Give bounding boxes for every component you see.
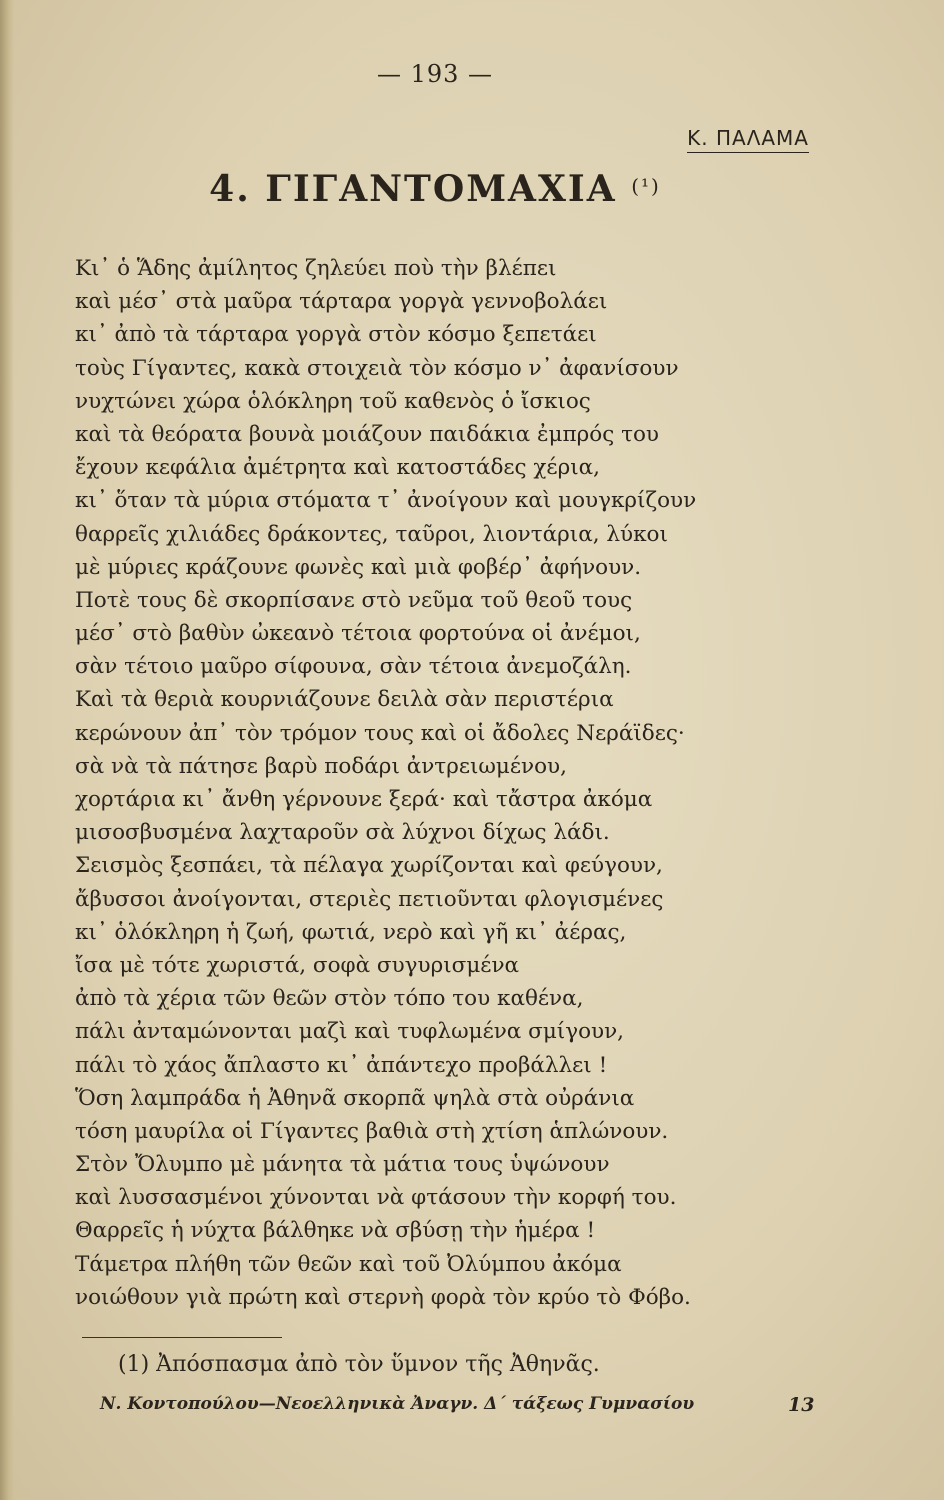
poem-line: νοιώθουν γιὰ πρώτη καὶ στερνὴ φορὰ τὸν κρύο τὸ Φόβο. <box>75 1284 691 1310</box>
poem-line: πάλι ἀνταμώνονται μαζὶ καὶ τυφλωμένα σμίγουν, <box>75 1019 624 1045</box>
poem-line: ἀπὸ τὰ χέρια τῶν θεῶν στὸν τόπο του καθένα, <box>75 986 584 1012</box>
poem-line: ἔχουν κεφάλια ἀμέτρητα καὶ κατοστάδες χέρια, <box>75 455 600 481</box>
poem-line: κι᾿ ὅταν τὰ μύρια στόματα τ᾿ ἀνοίγουν καὶ μουγκρίζουν <box>75 488 697 514</box>
poem-line: κι᾿ ἀπὸ τὰ τάρταρα γοργὰ στὸν κόσμο ξεπετάει <box>75 322 597 348</box>
poem-line: μέσ᾿ στὸ βαθὺν ὠκεανὸ τέτοια φορτούνα οἱ ἀνέμοι, <box>75 621 641 647</box>
footnote-divider <box>82 1337 282 1338</box>
poem-line: σὰν τέτοιο μαῦρο σίφουνα, σὰν τέτοια ἀνεμοζάλη. <box>75 654 632 680</box>
poem-title <box>0 168 870 210</box>
poem-line: κερώνουν ἀπ᾿ τὸν τρόμον τους καὶ οἱ ἄδολες Νεράϊδες· <box>75 720 685 746</box>
poem-line: μισοσβυσμένα λαχταροῦν σὰ λύχνοι δίχως λάδι. <box>75 820 610 846</box>
sheet-number: 13 <box>788 1394 815 1416</box>
poem-line: καὶ τὰ θεόρατα βουνὰ μοιάζουν παιδάκια ἐμπρός του <box>75 421 659 447</box>
poem-line: ἄβυσσοι ἀνοίγονται, στεριὲς πετιοῦνται φλογισμένες <box>75 886 664 912</box>
poem-line: Καὶ τὰ θεριὰ κουρνιάζουνε δειλὰ σὰν περιστέρια <box>75 687 614 713</box>
page-binding-edge <box>0 0 14 1500</box>
poem-line: χορτάρια κι᾿ ἄνθη γέρνουνε ξερά· καὶ τἄστρα ἀκόμα <box>75 787 653 812</box>
poem-line: τοὺς Γίγαντες, κακὰ στοιχειὰ τὸν κόσμο ν᾿ ἀφανίσουν <box>75 355 679 381</box>
poem-line: νυχτώνει χώρα ὁλόκληρη τοῦ καθενὸς ὁ ἴσκιος <box>75 388 591 414</box>
poem-line: θαρρεῖς χιλιάδες δράκοντες, ταῦροι, λιοντάρια, λύκοι <box>75 521 668 547</box>
poem-line: Σεισμὸς ξεσπάει, τὰ πέλαγα χωρίζονται καὶ φεύγουν, <box>75 853 663 879</box>
poem-line: Τάμετρα πλήθη τῶν θεῶν καὶ τοῦ Ὀλύμπου ἀκόμα <box>75 1251 622 1277</box>
poem-title-text: 4. ΓΙΓΑΝΤΟΜΑΧΙΑ <box>209 168 617 210</box>
poem-line: καὶ μέσ᾿ στὰ μαῦρα τάρταρα γοργὰ γεννοβολάει <box>75 289 608 315</box>
title-footnote-mark: (¹) <box>631 174 661 198</box>
poem-line: Ποτὲ τους δὲ σκορπίσανε στὸ νεῦμα τοῦ θεοῦ τους <box>75 587 633 613</box>
footnote: (1) Ἀπόσπασμα ἀπὸ τὸν ὕμνον τῆς Ἀθηνᾶς. <box>118 1352 600 1377</box>
poem-line: μὲ μύριες κράζουνε φωνὲς καὶ μιὰ φοβέρ᾿ ἀφήνουν. <box>75 554 642 580</box>
poem-line: πάλι τὸ χάος ἄπλαστο κι᾿ ἀπάντεχο προβάλλει ! <box>75 1052 608 1078</box>
poem-line: κι᾿ ὁλόκληρη ἡ ζωή, φωτιά, νερὸ καὶ γῆ κι᾿ ἀέρας, <box>75 919 627 945</box>
author-name: Κ. ΠΑΛΑΜΑ <box>687 126 809 153</box>
footer-book-title: Ν. Κοντοπούλου—Νεοελληνικὰ Ἀναγν. Δ΄ τάξεως Γυμνασίου <box>100 1394 695 1414</box>
page-number: — 193 — <box>376 60 494 88</box>
poem-line: Ὅση λαμπράδα ἡ Ἀθηνᾶ σκορπᾶ ψηλὰ στὰ οὐράνια <box>75 1085 635 1111</box>
poem-line: σὰ νὰ τὰ πάτησε βαρὺ ποδάρι ἀντρειωμένου, <box>75 753 567 779</box>
poem-line: Κι᾿ ὁ Ἅδης ἀμίλητος ζηλεύει ποὺ τὴν βλέπει <box>75 256 557 281</box>
poem-line: τόση μαυρίλα οἱ Γίγαντες βαθιὰ στὴ χτίση ἁπλώνουν. <box>75 1118 669 1144</box>
poem-line: Στὸν Ὄλυμπο μὲ μάνητα τὰ μάτια τους ὑψώνουν <box>75 1152 610 1178</box>
poem-line: Θαρρεῖς ἡ νύχτα βάλθηκε νὰ σβύσῃ τὴν ἡμέρα ! <box>75 1218 596 1244</box>
poem-line: καὶ λυσσασμένοι χύνονται νὰ φτάσουν τὴν κορφή του. <box>75 1185 677 1211</box>
poem-line: ἴσα μὲ τότε χωριστά, σοφὰ συγυρισμένα <box>75 952 520 978</box>
poem-body <box>75 252 755 1314</box>
